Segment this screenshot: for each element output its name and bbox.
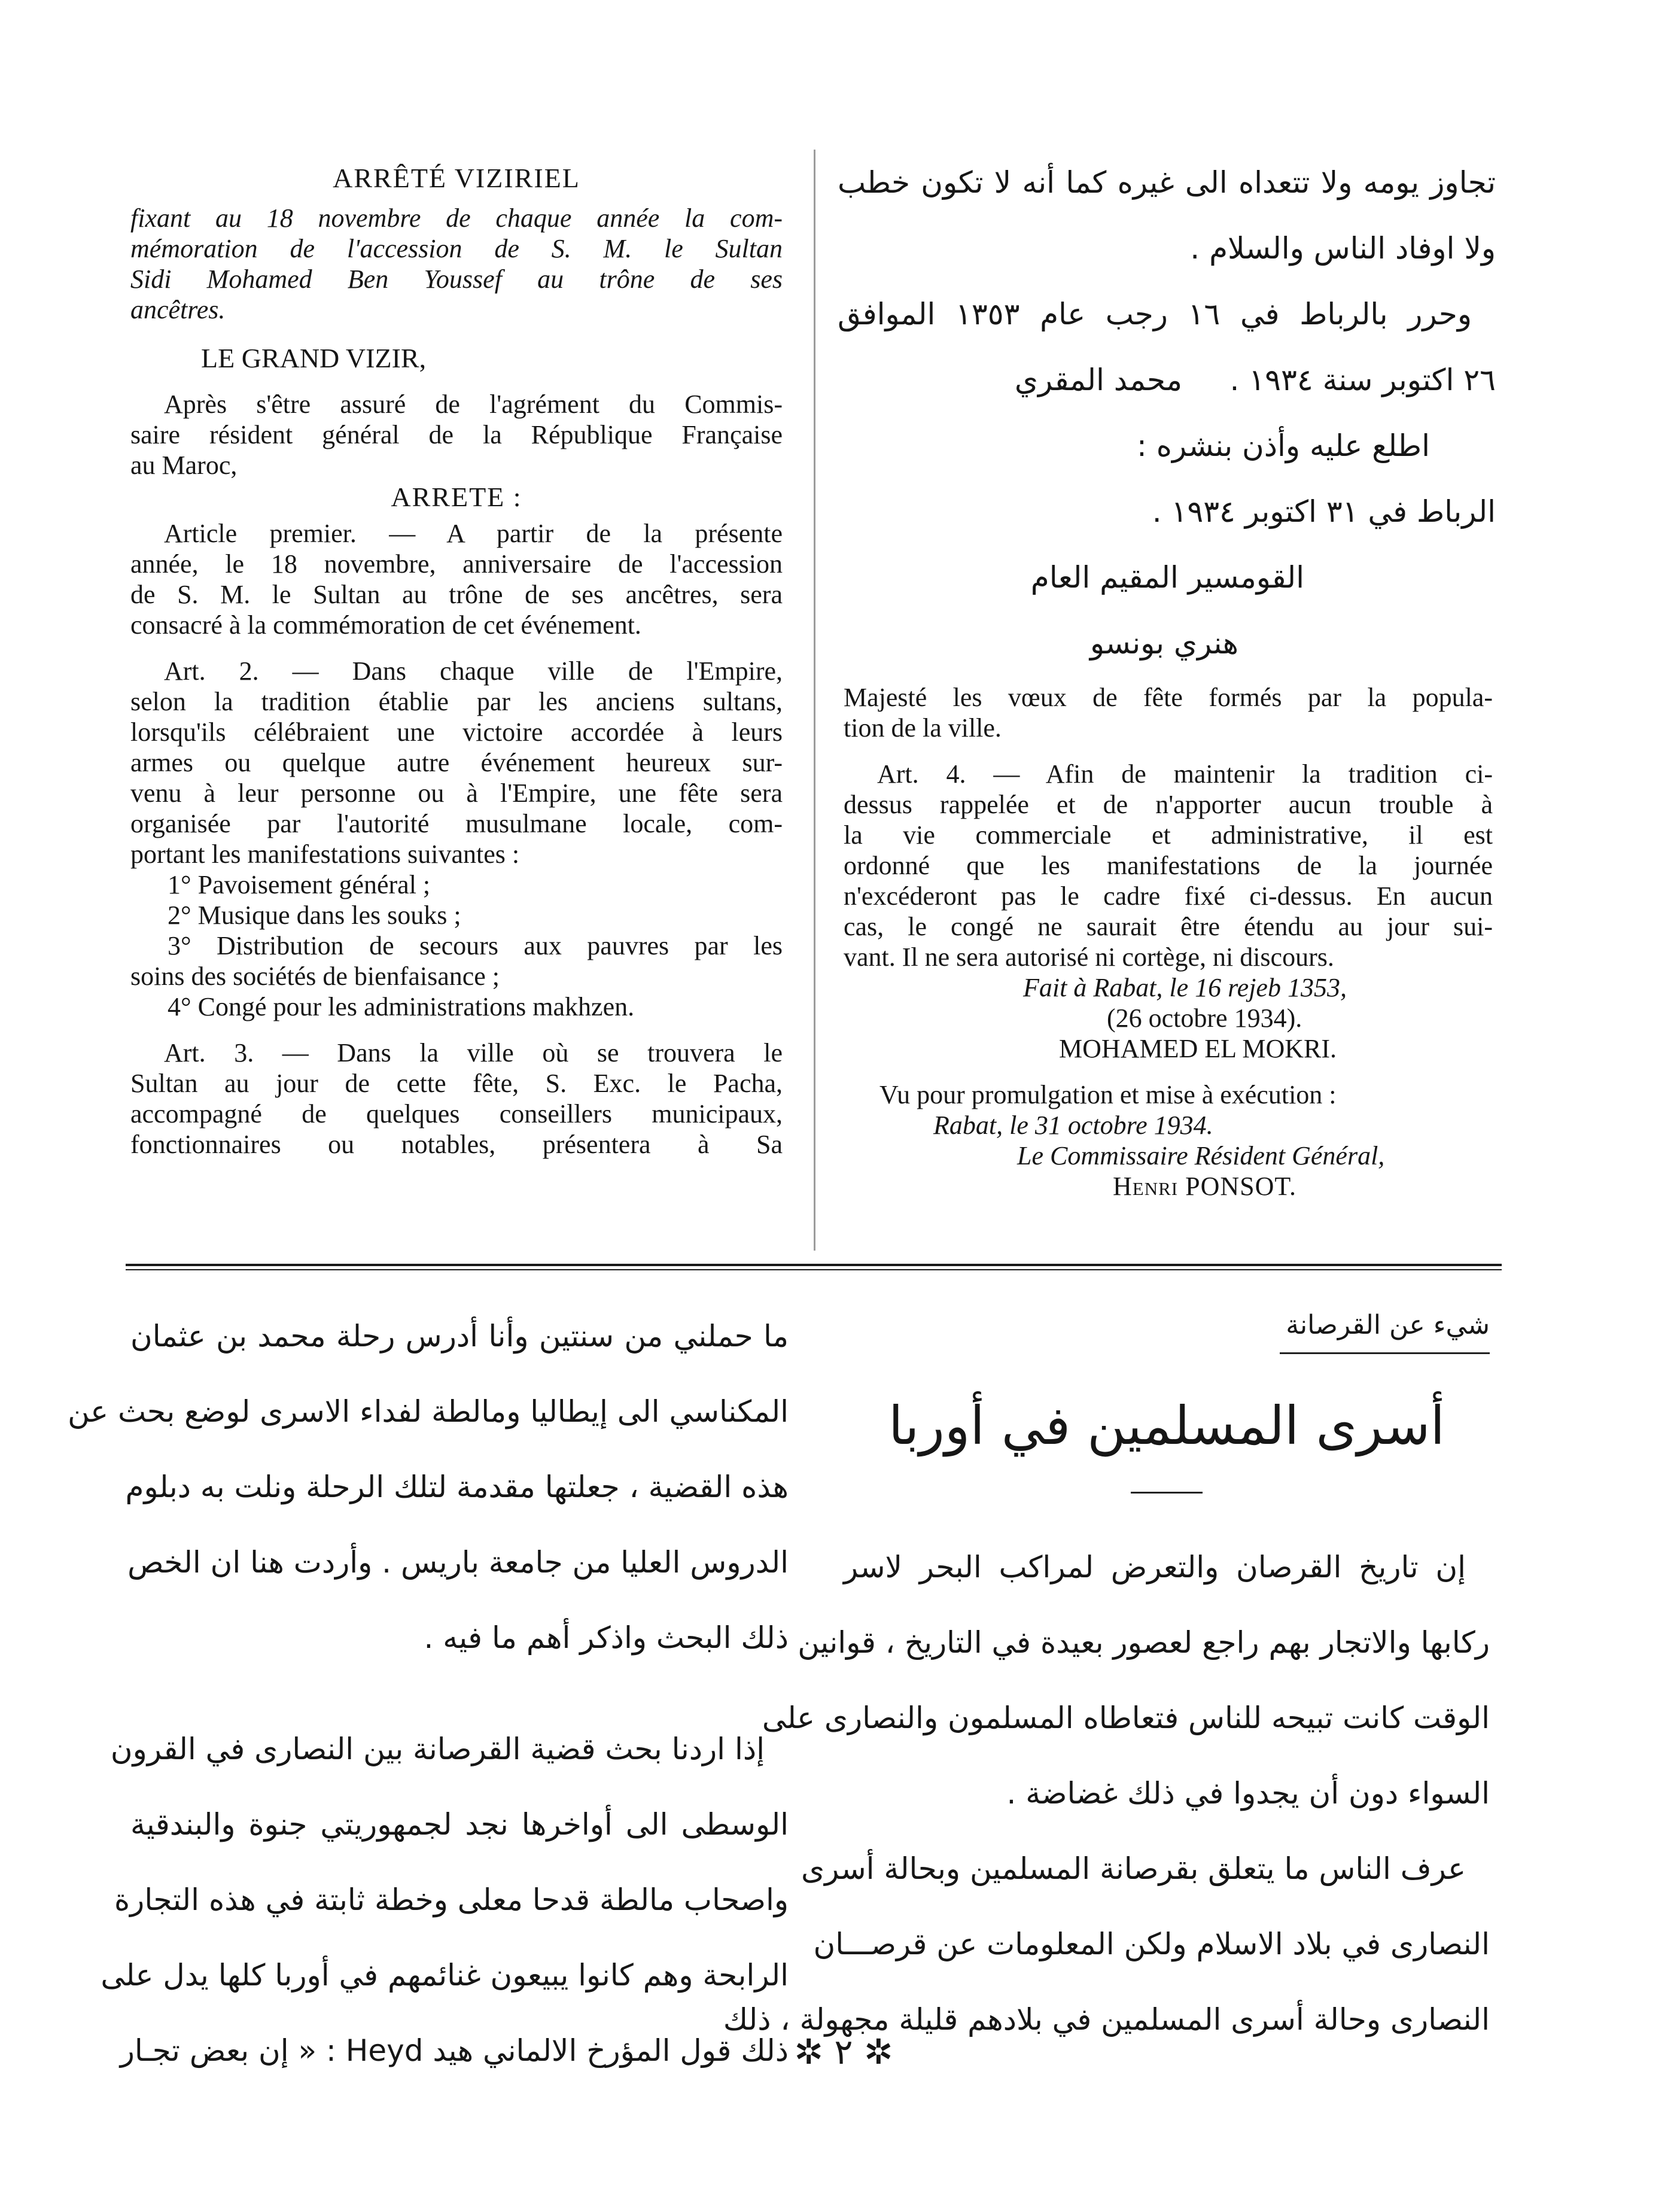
- article-line: ركابها والاتجار بهم راجع لعصور بعيدة في التاريخ ، قوانين: [798, 1625, 1490, 1660]
- subtitle-line: fixant au 18 novembre de chaque année la com-: [130, 203, 783, 233]
- continuation-line: Majesté les vœux de fête formés par la popula-: [844, 683, 1493, 712]
- article-line: الوسطى الى أواخرها نجد لجمهوريتي جنوة والبندقية: [130, 1807, 789, 1842]
- arrete-heading: ARRETE :: [391, 482, 522, 512]
- subtitle-line: ancêtres.: [130, 295, 226, 324]
- article-line: ذلك قول المؤرخ الالماني هيد Heyd : « إن بعض تجـار: [120, 2033, 789, 2068]
- list-item: 2° Musique dans les souks ;: [168, 901, 461, 930]
- article-line: النصارى وحالة أسرى المسلمين في بلادهم قليلة مجهولة ، ذلك: [723, 2002, 1490, 2037]
- article-line: ذلك البحث واذكر أهم ما فيه .: [424, 1620, 789, 1655]
- decree-signature: [844, 972, 1493, 1202]
- article-line: الرابحة وهم كانوا يبيعون غنائمهم في أوربا كلها يدل على: [101, 1958, 789, 1993]
- promulgation-text: Vu pour promulgation et mise à exécution :: [879, 1080, 1337, 1109]
- article-line: cas, le congé ne saurait être étendu au jour sui-: [844, 912, 1493, 941]
- resident-name: Henri PONSOT.: [1113, 1172, 1296, 1201]
- article-line: إذا اردنا بحث قضية القرصانة بين النصارى في القرون: [110, 1732, 765, 1766]
- article-line: واصحاب مالطة قدحا معلى وخطة ثابتة في هذه التجارة: [114, 1882, 789, 1917]
- article-line: ما حملني من سنتين وأنا أدرس رحلة محمد بن عثمان: [130, 1319, 789, 1354]
- grand-vizir-heading: LE GRAND VIZIR,: [201, 343, 427, 373]
- decree-subtitle: [130, 203, 783, 325]
- article-line: Sultan au jour de cette fête, S. Exc. le Pacha,: [130, 1069, 783, 1098]
- article-line: هذه القضية ، جعلتها مقدمة لتلك الرحلة ونلت به دبلوم: [125, 1470, 789, 1504]
- article-line: الوقت كانت تبيحه للناس فتعاطاه المسلمون والنصارى على: [762, 1701, 1490, 1735]
- article-line: organisée par l'autorité musulmane locale, com-: [130, 809, 783, 838]
- list-item: soins des sociétés de bienfaisance ;: [130, 962, 500, 991]
- article-1: [130, 518, 783, 640]
- article-left-column: [68, 1298, 789, 2088]
- article-line: Article premier. — A partir de la présente: [164, 519, 783, 548]
- list-item: 1° Pavoisement général ;: [168, 870, 431, 899]
- arabic-decree-line: اطلع عليه وأذن بنشره :: [1137, 428, 1430, 463]
- article-line: année, le 18 novembre, anniversaire de l'accession: [130, 549, 783, 579]
- article-line: la vie commerciale et administrative, il est: [844, 820, 1493, 850]
- article-line: Art. 4. — Afin de maintenir la tradition ci-: [877, 759, 1493, 789]
- article-line: fonctionnaires ou notables, présentera à Sa: [130, 1130, 783, 1159]
- article-heading: شيء عن القرصانة: [1280, 1298, 1490, 1354]
- article-line: selon la tradition établie par les anciens sultans,: [130, 687, 783, 716]
- article-4: [844, 759, 1493, 972]
- arabic-decree-line: الرباط في ٣١ اكتوبر ١٩٣٤ .: [1152, 494, 1496, 529]
- preamble-line: saire résident général de la République Française: [130, 420, 783, 449]
- column-divider: [814, 150, 815, 1251]
- list-item: 3° Distribution de secours aux pauvres par les: [168, 931, 783, 960]
- continuation-paragraph: [844, 682, 1493, 743]
- article-line: السواء دون أن يجدوا في ذلك غضاضة .: [1006, 1776, 1490, 1811]
- arabic-decree-line: ٢٦ اكتوبر سنة ١٩٣٤ . محمد المقري: [1014, 363, 1496, 397]
- preamble-line: Après s'être assuré de l'agrément du Commis-: [164, 390, 783, 419]
- continuation-line: tion de la ville.: [844, 713, 1002, 743]
- arabic-decree-line: ولا اوفاد الناس والسلام .: [1190, 231, 1496, 266]
- list-item: 4° Congé pour les administrations makhzen.: [168, 992, 635, 1021]
- arabic-decree-line: القومسير المقيم العام: [1030, 560, 1304, 595]
- subtitle-line: mémoration de l'accession de S. M. le Sultan: [130, 234, 783, 263]
- article-line: n'excéderont pas le cadre fixé ci-dessus. En aucun: [844, 881, 1493, 911]
- article-right-column: [723, 1298, 1490, 2057]
- preamble-line: au Maroc,: [130, 451, 238, 480]
- article-line: ordonné que les manifestations de la journée: [844, 851, 1493, 880]
- article-header-row: [844, 1298, 1490, 1354]
- article-line: consacré à la commémoration de cet événement.: [130, 610, 641, 640]
- article-line: armes ou quelque autre événement heureux sur-: [130, 748, 783, 777]
- article-3: [130, 1038, 783, 1160]
- article-line: Art. 3. — Dans la ville où se trouvera le: [164, 1038, 783, 1067]
- article-2: [130, 656, 783, 1022]
- arabic-decree-line: تجاوز يومه ولا تتعداه الى غيره كما أنه لا تكون خطب: [838, 165, 1496, 200]
- title-rule: [1131, 1492, 1203, 1494]
- signature-place-date: Fait à Rabat, le 16 rejeb 1353,: [1023, 973, 1347, 1002]
- page-number: ✲ ٢ ✲: [794, 2031, 893, 2072]
- article-line: dessus rappelée et de n'apporter aucun trouble à: [844, 790, 1493, 819]
- french-decree-column: [130, 163, 783, 1160]
- decree-preamble: [130, 389, 783, 480]
- subtitle-line: Sidi Mohamed Ben Youssef au trône de ses: [130, 264, 783, 294]
- article-line: accompagné de quelques conseillers municipaux,: [130, 1099, 783, 1129]
- signature-gregorian-date: (26 octobre 1934).: [1107, 1003, 1302, 1033]
- section-divider: [126, 1264, 1502, 1266]
- article-line: إن تاريخ القرصان والتعرض لمراكب البحر لاسر: [844, 1550, 1466, 1584]
- decree-title: ARRÊTÉ VIZIRIEL: [333, 163, 580, 193]
- article-line: vant. Il ne sera autorisé ni cortège, ni discours.: [844, 942, 1334, 972]
- article-line: الدروس العليا من جامعة باريس . وأردت هنا ان الخص: [127, 1545, 789, 1580]
- arabic-decree-line: وحرر بالرباط في ١٦ رجب عام ١٣٥٣ الموافق: [838, 297, 1472, 331]
- article-line: lorsqu'ils célébraient une victoire accordée à leurs: [130, 717, 783, 747]
- article-line: النصارى في بلاد الاسلام ولكن المعلومات عن قرصـــان: [813, 1927, 1490, 1961]
- article-line: portant les manifestations suivantes :: [130, 840, 520, 869]
- article-line: عرف الناس ما يتعلق بقرصانة المسلمين وبحالة أسرى: [801, 1851, 1466, 1886]
- resident-title: Le Commissaire Résident Général,: [1017, 1141, 1385, 1170]
- signature-name: MOHAMED EL MOKRI.: [1059, 1034, 1337, 1063]
- article-line: venu à leur personne ou à l'Empire, une fête sera: [130, 778, 783, 808]
- article-line: المكناسي الى إيطاليا ومالطة لفداء الاسرى لوضع بحث عن: [68, 1394, 789, 1429]
- article-line: de S. M. le Sultan au trône de ses ancêtres, sera: [130, 580, 783, 609]
- section-divider-thin: [126, 1269, 1502, 1270]
- article-title: أسرى المسلمين في أوربا: [888, 1395, 1445, 1456]
- french-decree-continuation: [844, 682, 1493, 1202]
- arabic-decree-line: هنري بونسو: [1089, 626, 1238, 661]
- article-line: Art. 2. — Dans chaque ville de l'Empire,: [164, 656, 783, 686]
- arabic-decree-column: [838, 150, 1496, 676]
- promulgation-date: Rabat, le 31 octobre 1934.: [933, 1111, 1213, 1140]
